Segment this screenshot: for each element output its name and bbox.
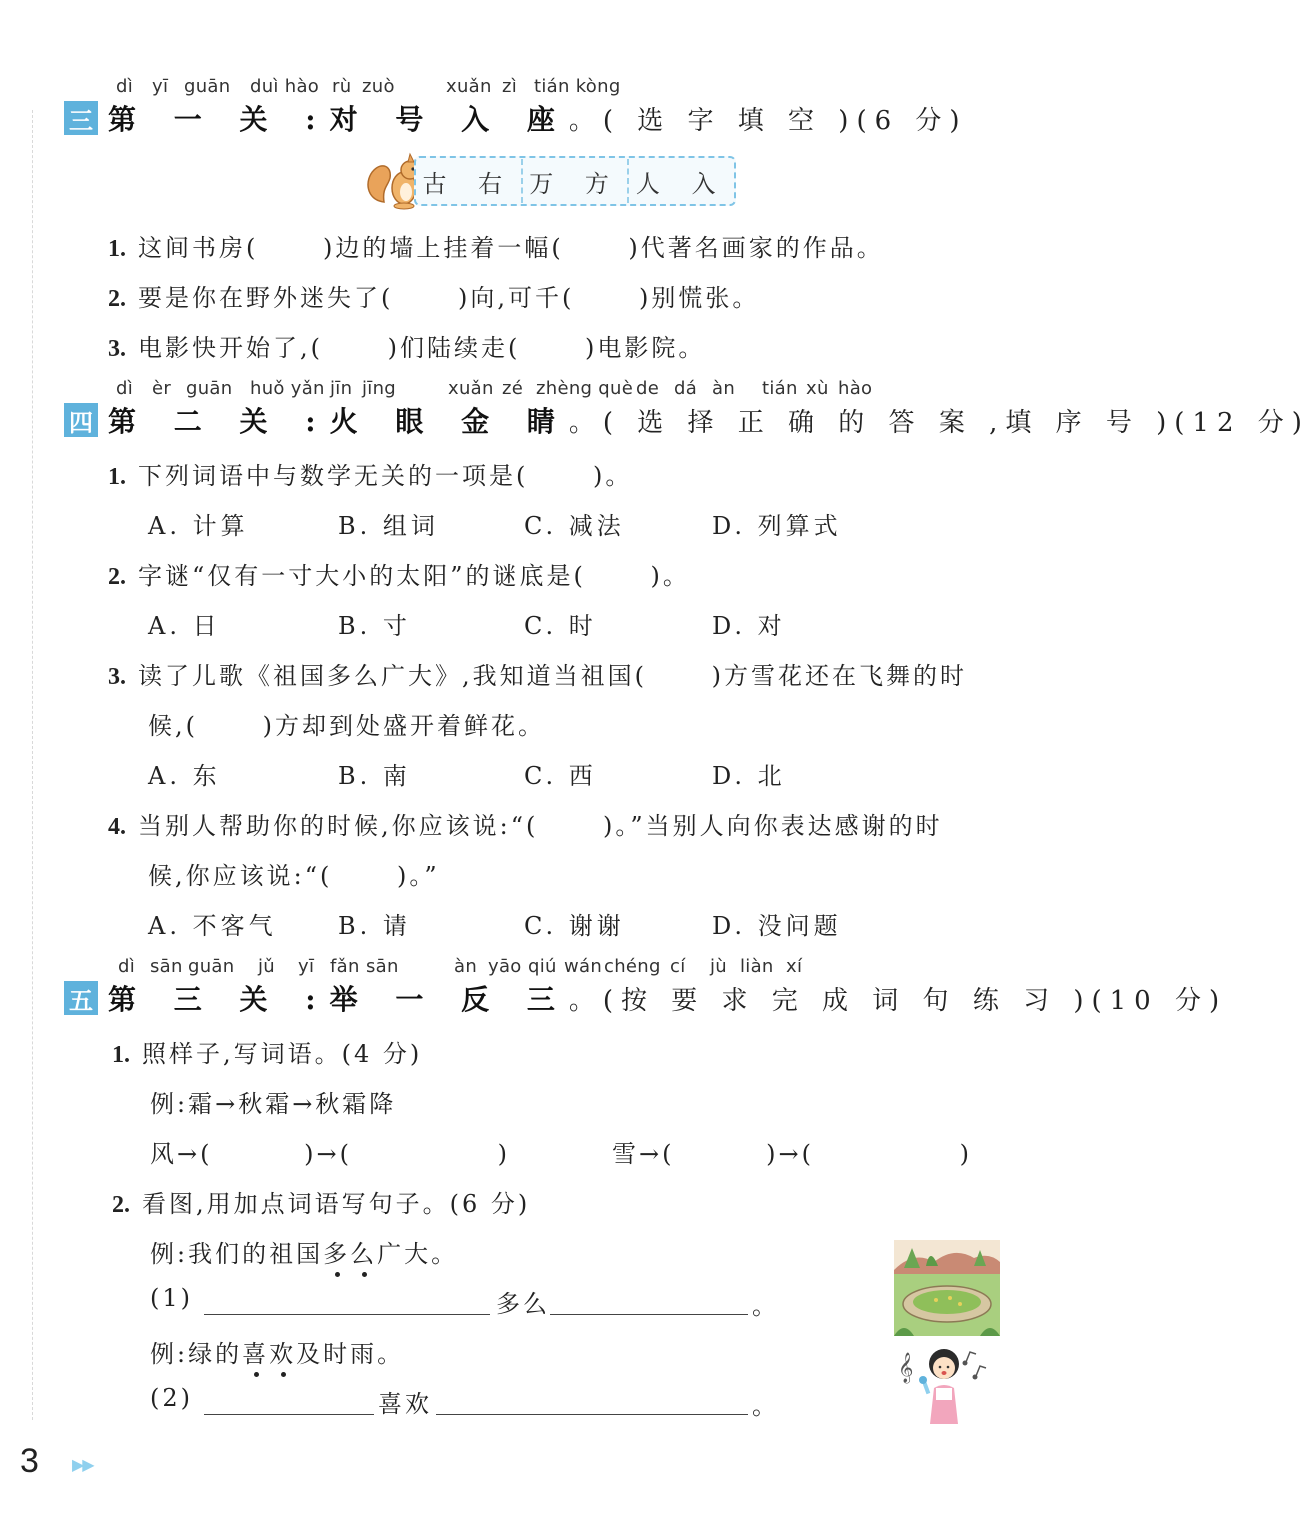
question-text: 要是你在野外迷失了( )向,可千( )别慌张。 [138, 284, 760, 312]
fill-line: 风→( )→( ) [150, 1140, 510, 1168]
question-number: 2. [108, 286, 126, 312]
pinyin: guān [184, 76, 231, 97]
pinyin: xuǎn [448, 378, 494, 399]
answer-blank[interactable] [436, 1414, 748, 1415]
question-text: 照样子,写词语。(4 分) [142, 1040, 423, 1068]
question-line [112, 1034, 422, 1069]
word-pair: 人 入 [635, 169, 728, 198]
option: D. 对 [712, 612, 786, 640]
option: B. 请 [338, 912, 411, 940]
example-text: 例:绿的 [150, 1340, 243, 1368]
pinyin: jù [710, 956, 728, 977]
pinyin: xuǎn [446, 76, 492, 97]
option: D. 北 [712, 762, 786, 790]
section-badge: 四 [64, 403, 98, 437]
option: C. 时 [524, 612, 597, 640]
option: C. 谢谢 [524, 912, 625, 940]
option: B. 组词 [338, 512, 439, 540]
dotted-char: 欢 [269, 1334, 296, 1369]
question-line [108, 556, 690, 591]
pinyin: chéng [604, 956, 661, 977]
item-label: (2) [150, 1384, 193, 1412]
option: D. 列算式 [712, 512, 842, 540]
pinyin: guān [188, 956, 235, 977]
word-choice-box [414, 156, 736, 206]
example-sentence [150, 1234, 458, 1269]
pinyin: yāo [488, 956, 522, 977]
option: A. 日 [148, 612, 221, 640]
pinyin: de [636, 378, 660, 399]
pinyin: qiú [528, 956, 557, 977]
arrow-icon: ▶▶ [72, 1455, 93, 1474]
pinyin: rù [332, 76, 352, 97]
pinyin: guān [186, 378, 233, 399]
dotted-char: 多 [323, 1234, 350, 1269]
fill-line: 雪→( )→( ) [612, 1140, 972, 1168]
question-number: 1. [108, 236, 126, 262]
word-pair: 古 右 [422, 169, 515, 198]
pinyin: jīn [330, 378, 353, 399]
pinyin: fǎn [330, 956, 360, 977]
pinyin: sān [366, 956, 399, 977]
pinyin: tián [762, 378, 798, 399]
question-line [108, 656, 967, 691]
pinyin: hào [838, 378, 873, 399]
question-number: 4. [108, 814, 126, 840]
question-line [108, 228, 884, 263]
pinyin: dá [674, 378, 698, 399]
option: A. 东 [148, 762, 221, 790]
girl-singing-picture [894, 1340, 994, 1426]
key-word: 喜欢 [378, 1390, 432, 1418]
question-text: 字谜“仅有一寸大小的太阳”的谜底是( )。 [138, 562, 690, 590]
pinyin: xí [786, 956, 803, 977]
option: A. 计算 [148, 512, 249, 540]
pinyin: àn [712, 378, 736, 399]
pinyin: àn [454, 956, 478, 977]
pinyin: wán [564, 956, 603, 977]
pinyin: dì [118, 956, 136, 977]
option: B. 南 [338, 762, 411, 790]
pinyin: yī [298, 956, 315, 977]
margin-guide [32, 110, 33, 1420]
answer-blank[interactable] [204, 1414, 374, 1415]
pinyin: dì [116, 378, 134, 399]
example-sentence [150, 1334, 404, 1369]
dotted-char: 喜 [242, 1334, 269, 1369]
pinyin: huǒ yǎn [250, 378, 325, 399]
period: 。 [752, 1292, 779, 1320]
question-text: 下列词语中与数学无关的一项是( )。 [138, 462, 633, 490]
answer-blank[interactable] [550, 1314, 748, 1315]
question-line [108, 456, 632, 491]
pinyin: sān [150, 956, 183, 977]
pinyin: zé [502, 378, 524, 399]
example-text: 例:我们的祖国 [150, 1240, 324, 1268]
pinyin: duì hào [250, 76, 320, 97]
pinyin: zhèng què [536, 378, 634, 399]
pinyin: dì [116, 76, 134, 97]
section-title: 第 三 关 :举 一 反 三 [108, 983, 569, 1016]
pinyin: zuò [362, 76, 395, 97]
question-number: 3. [108, 664, 126, 690]
pinyin: xù [806, 378, 829, 399]
question-number: 3. [108, 336, 126, 362]
option: C. 减法 [524, 512, 625, 540]
question-line [108, 328, 705, 363]
section-description: 。( 选 字 填 空 )(6 分) [568, 105, 968, 136]
option: C. 西 [524, 762, 597, 790]
section-badge: 三 [64, 101, 98, 135]
pinyin: èr [152, 378, 172, 399]
question-text: 读了儿歌《祖国多么广大》,我知道当祖国( )方雪花还在飞舞的时 [138, 662, 967, 690]
question-text: 看图,用加点词语写句子。(6 分) [142, 1190, 531, 1218]
svg-text:𝄞: 𝄞 [898, 1353, 914, 1383]
page-number: 3 [20, 1442, 39, 1480]
dotted-char: 么 [350, 1234, 377, 1269]
section-description: 。(按 要 求 完 成 词 句 练 习 )(10 分) [568, 985, 1228, 1016]
section-description: 。( 选 择 正 确 的 答 案 ,填 序 号 )(12 分) [568, 407, 1310, 438]
pinyin: tián kòng [534, 76, 621, 97]
question-line-continued: 候,( )方却到处盛开着鲜花。 [148, 712, 545, 740]
pinyin: jīng [362, 378, 397, 399]
example-line: 例:霜→秋霜→秋霜降 [150, 1090, 397, 1118]
question-number: 2. [112, 1192, 130, 1218]
question-text: 电影快开始了,( )们陆续走( )电影院。 [138, 334, 706, 362]
pinyin: jǔ [258, 956, 276, 977]
answer-blank[interactable] [204, 1314, 490, 1315]
question-number: 1. [112, 1042, 130, 1068]
word-pair: 万 方 [529, 169, 621, 198]
question-text: 这间书房( )边的墙上挂着一幅( )代著名画家的作品。 [138, 234, 884, 262]
section-header [64, 980, 1227, 1016]
example-text: 广大。 [377, 1240, 459, 1268]
section-badge: 五 [64, 981, 98, 1015]
section-header [64, 402, 1310, 438]
key-word: 多么 [496, 1290, 550, 1318]
pinyin: cí [670, 956, 686, 977]
item-label: (1) [150, 1284, 193, 1312]
example-text: 及时雨。 [296, 1340, 405, 1368]
pinyin: liàn [740, 956, 774, 977]
section-title: 第 二 关 :火 眼 金 睛 [108, 405, 569, 438]
pinyin: yī [152, 76, 169, 97]
pinyin: zì [502, 76, 518, 97]
period: 。 [752, 1392, 779, 1420]
option: B. 寸 [338, 612, 411, 640]
section-header [64, 100, 968, 136]
question-line-continued: 候,你应该说:“( )。” [148, 862, 440, 890]
option: D. 没问题 [712, 912, 842, 940]
option: A. 不客气 [148, 912, 277, 940]
question-number: 1. [108, 464, 126, 490]
garden-picture [894, 1240, 1000, 1336]
question-number: 2. [108, 564, 126, 590]
section-title: 第 一 关 :对 号 入 座 [108, 103, 569, 136]
question-line [108, 806, 943, 841]
question-line [112, 1184, 530, 1219]
question-line [108, 278, 759, 313]
question-text: 当别人帮助你的时候,你应该说:“( )。”当别人向你表达感谢的时 [138, 812, 943, 840]
